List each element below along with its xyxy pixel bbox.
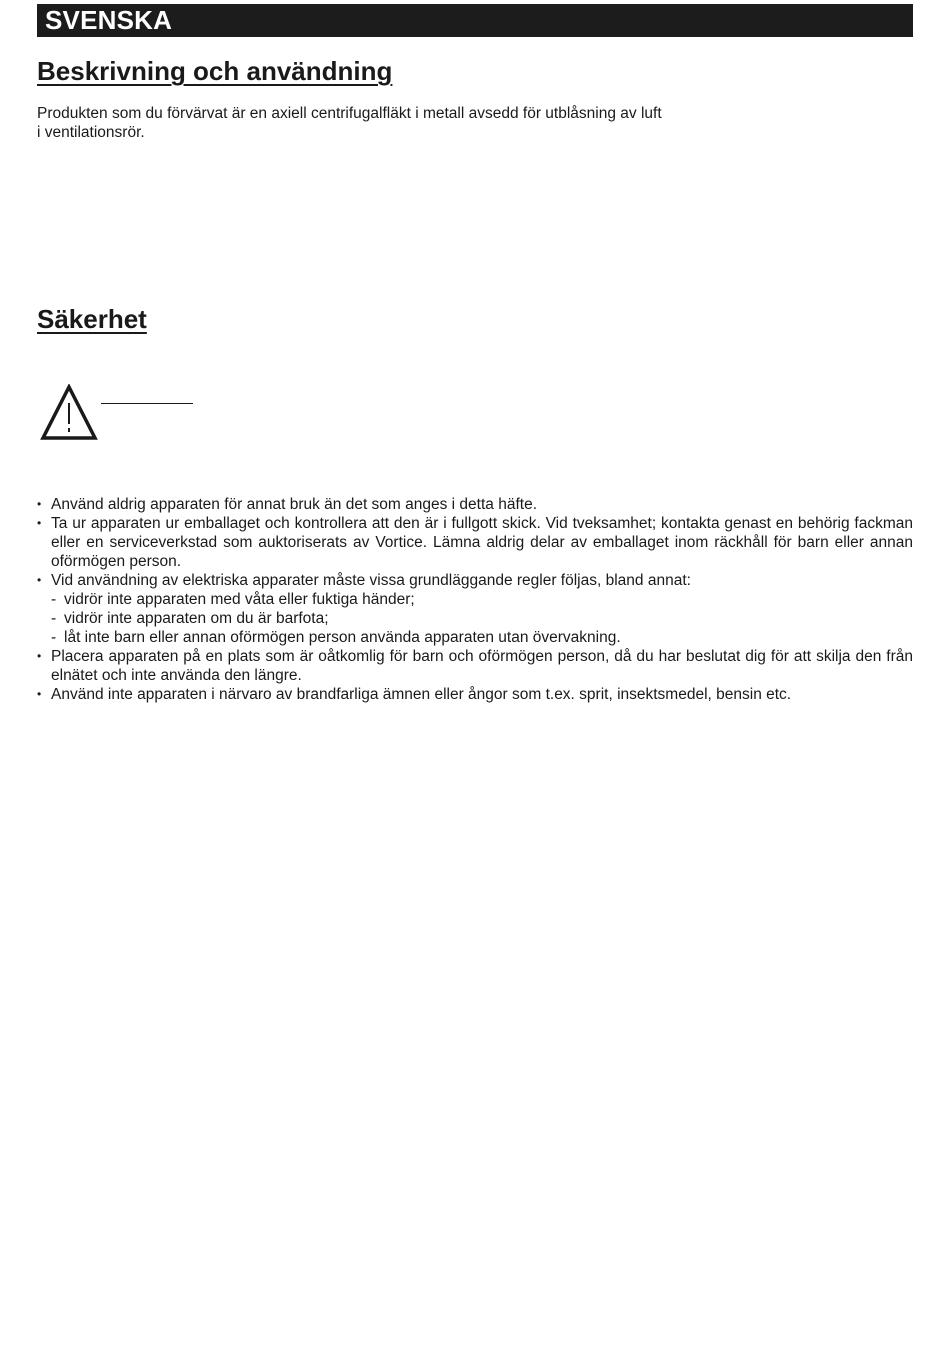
- warning-divider: [101, 403, 193, 404]
- warning-triangle-icon: [40, 384, 98, 442]
- safety-rule-item: • Placera apparaten på en plats som är oåtkomlig för barn och oförmögen person, då du har beslutat dig för att skilja den från elnätet och inte använda den längre.: [37, 647, 913, 685]
- safety-rule-item: • Ta ur apparaten ur emballaget och kontrollera att den är i fullgott skick. Vid tveksamhet; kontakta genast en behörig fackman eller en serviceverkstad som auktoriserats av Vortice. Lämna aldrig delar av emballaget inom räckhåll för barn eller annan oförmögen person.: [37, 514, 913, 571]
- language-bar: SVENSKA: [37, 4, 913, 37]
- safety-sub-rule-item: - låt inte barn eller annan oförmögen person använda apparaten utan övervakning.: [37, 628, 913, 647]
- safety-sub-rule-item: - vidrör inte apparaten om du är barfota;: [37, 609, 913, 628]
- description-text: [37, 104, 767, 142]
- safety-sub-rule-item: - vidrör inte apparaten med våta eller fuktiga händer;: [37, 590, 913, 609]
- safety-rule-item: • Vid användning av elektriska apparater måste vissa grundläggande regler följas, bland annat:: [37, 571, 913, 590]
- safety-rule-item: • Använd aldrig apparaten för annat bruk än det som anges i detta häfte.: [37, 495, 913, 514]
- safety-rules-list: [37, 495, 913, 704]
- description-text-line-2: i ventilationsrör.: [37, 124, 145, 141]
- safety-heading: Säkerhet: [37, 304, 147, 334]
- description-heading: Beskrivning och användning: [37, 56, 393, 86]
- safety-rule-item: • Använd inte apparaten i närvaro av brandfarliga ämnen eller ångor som t.ex. sprit, insektsmedel, bensin etc.: [37, 685, 913, 704]
- description-text-line-1: Produkten som du förvärvat är en axiell centrifugalfläkt i metall avsedd för utblåsning av luft: [37, 105, 662, 122]
